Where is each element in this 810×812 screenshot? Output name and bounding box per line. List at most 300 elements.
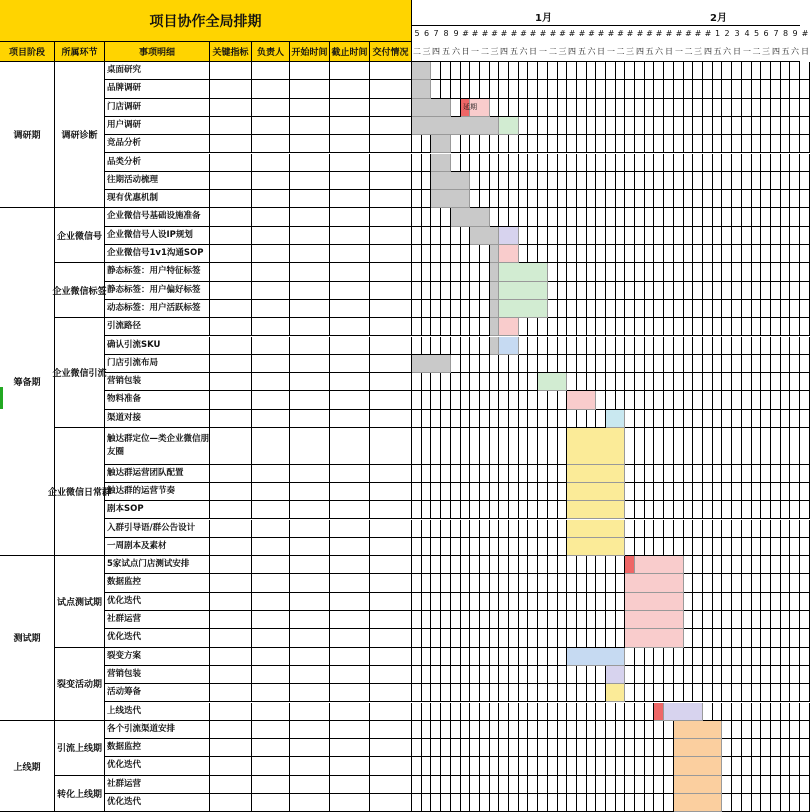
timeline-cell[interactable] [422,135,431,153]
timeline-cell[interactable] [654,391,664,409]
timeline-cell[interactable] [654,80,664,98]
timeline-cell[interactable] [461,373,470,391]
timeline-cell[interactable] [800,666,810,684]
timeline-cell[interactable] [461,538,470,556]
data-cell[interactable] [252,666,290,684]
timeline-cell[interactable] [722,227,732,245]
data-cell[interactable] [370,154,412,172]
data-cell[interactable] [290,666,330,684]
timeline-cell[interactable] [470,391,480,409]
timeline-cell[interactable] [567,373,577,391]
timeline-cell[interactable] [664,520,674,538]
timeline-cell[interactable] [761,648,771,666]
timeline-cell[interactable] [664,410,674,428]
timeline-cell[interactable] [800,629,810,647]
timeline-cell[interactable] [490,410,499,428]
timeline-cell[interactable] [509,574,519,592]
data-cell[interactable] [370,721,412,739]
data-cell[interactable] [330,300,370,318]
data-cell[interactable] [330,190,370,208]
timeline-cell[interactable] [713,227,722,245]
timeline-cell[interactable] [587,62,596,80]
timeline-cell[interactable] [654,501,664,519]
timeline-cell[interactable] [742,538,752,556]
timeline-cell[interactable] [596,300,606,318]
timeline-cell[interactable] [664,62,674,80]
timeline-cell[interactable] [461,520,470,538]
data-cell[interactable] [210,520,252,538]
timeline-cell[interactable] [616,703,625,721]
timeline-cell[interactable] [790,245,800,263]
timeline-cell[interactable] [548,556,558,574]
timeline-cell[interactable] [713,684,722,702]
timeline-cell[interactable] [470,410,480,428]
timeline-cell[interactable] [470,190,480,208]
timeline-cell[interactable] [519,172,528,190]
data-cell[interactable] [330,721,370,739]
timeline-cell[interactable] [664,666,674,684]
timeline-cell[interactable] [441,703,451,721]
timeline-cell[interactable] [548,391,558,409]
timeline-cell[interactable] [606,739,616,757]
task-cell[interactable]: 裂变方案 [105,648,210,666]
data-cell[interactable] [330,538,370,556]
timeline-cell[interactable] [470,80,480,98]
data-cell[interactable] [290,282,330,300]
timeline-cell[interactable] [781,629,790,647]
timeline-cell[interactable] [654,190,664,208]
timeline-cell[interactable] [742,190,752,208]
timeline-cell[interactable] [606,391,616,409]
timeline-cell[interactable] [431,337,441,355]
timeline-cell[interactable] [781,574,790,592]
timeline-cell[interactable] [654,355,664,373]
timeline-cell[interactable] [412,684,422,702]
data-cell[interactable] [290,300,330,318]
timeline-cell[interactable] [441,611,451,629]
data-cell[interactable] [370,684,412,702]
data-cell[interactable] [290,373,330,391]
timeline-cell[interactable] [800,465,810,483]
timeline-cell[interactable] [761,263,771,281]
timeline-cell[interactable] [422,666,431,684]
timeline-cell[interactable] [431,684,441,702]
timeline-cell[interactable] [781,739,790,757]
timeline-cell[interactable] [480,337,490,355]
task-cell[interactable]: 品类分析 [105,154,210,172]
timeline-cell[interactable] [693,428,703,465]
timeline-cell[interactable] [625,154,635,172]
timeline-cell[interactable] [587,703,596,721]
data-cell[interactable] [370,80,412,98]
data-cell[interactable] [210,611,252,629]
timeline-cell[interactable] [528,794,538,812]
timeline-cell[interactable] [752,776,761,794]
data-cell[interactable] [252,776,290,794]
timeline-cell[interactable] [431,703,441,721]
timeline-cell[interactable] [606,574,616,592]
timeline-cell[interactable] [412,154,422,172]
timeline-cell[interactable] [684,154,693,172]
timeline-cell[interactable] [742,135,752,153]
timeline-cell[interactable] [713,520,722,538]
timeline-cell[interactable] [441,794,451,812]
timeline-cell[interactable] [771,483,781,501]
timeline-cell[interactable] [490,556,499,574]
timeline-cell[interactable] [654,465,664,483]
timeline-cell[interactable] [625,245,635,263]
timeline-cell[interactable] [752,483,761,501]
timeline-cell[interactable] [645,465,654,483]
timeline-cell[interactable] [625,520,635,538]
timeline-cell[interactable] [451,428,461,465]
timeline-cell[interactable] [519,80,528,98]
timeline-cell[interactable] [538,776,548,794]
timeline-cell[interactable] [567,556,577,574]
timeline-cell[interactable] [722,501,732,519]
timeline-cell[interactable] [790,99,800,117]
timeline-cell[interactable] [509,684,519,702]
timeline-cell[interactable] [528,757,538,775]
timeline-cell[interactable] [664,135,674,153]
timeline-cell[interactable] [684,556,693,574]
timeline-cell[interactable] [771,629,781,647]
timeline-cell[interactable] [470,721,480,739]
timeline-cell[interactable] [703,538,713,556]
timeline-cell[interactable] [558,227,567,245]
timeline-cell[interactable] [790,135,800,153]
timeline-cell[interactable] [519,556,528,574]
timeline-cell[interactable] [548,410,558,428]
timeline-cell[interactable] [558,80,567,98]
timeline-cell[interactable] [635,80,645,98]
data-cell[interactable] [370,428,412,465]
timeline-cell[interactable] [771,135,781,153]
timeline-cell[interactable] [509,739,519,757]
timeline-cell[interactable] [606,190,616,208]
timeline-cell[interactable] [635,172,645,190]
timeline-cell[interactable] [538,703,548,721]
timeline-cell[interactable] [752,739,761,757]
timeline-cell[interactable] [596,190,606,208]
timeline-cell[interactable] [441,501,451,519]
timeline-cell[interactable] [664,172,674,190]
timeline-cell[interactable] [742,757,752,775]
data-cell[interactable] [330,62,370,80]
timeline-cell[interactable] [674,648,684,666]
timeline-cell[interactable] [616,300,625,318]
timeline-cell[interactable] [441,391,451,409]
timeline-cell[interactable] [693,282,703,300]
gantt-bar-orange[interactable] [674,757,722,775]
data-cell[interactable] [290,154,330,172]
timeline-cell[interactable] [528,172,538,190]
timeline-cell[interactable] [461,721,470,739]
timeline-cell[interactable] [451,520,461,538]
timeline-cell[interactable] [509,757,519,775]
timeline-cell[interactable] [761,684,771,702]
timeline-cell[interactable] [664,739,674,757]
timeline-cell[interactable] [451,757,461,775]
timeline-cell[interactable] [577,574,587,592]
timeline-cell[interactable] [684,410,693,428]
timeline-cell[interactable] [431,794,441,812]
timeline-cell[interactable] [625,483,635,501]
timeline-cell[interactable] [451,556,461,574]
timeline-cell[interactable] [703,135,713,153]
gantt-bar-gray[interactable] [431,190,470,208]
timeline-cell[interactable] [558,300,567,318]
timeline-cell[interactable] [742,465,752,483]
timeline-cell[interactable] [713,190,722,208]
timeline-cell[interactable] [616,62,625,80]
timeline-cell[interactable] [781,465,790,483]
timeline-cell[interactable] [587,135,596,153]
timeline-cell[interactable] [742,776,752,794]
timeline-cell[interactable] [761,410,771,428]
data-cell[interactable] [252,282,290,300]
task-cell[interactable]: 剧本SOP [105,501,210,519]
timeline-cell[interactable] [790,666,800,684]
timeline-cell[interactable] [752,373,761,391]
timeline-cell[interactable] [499,428,509,465]
timeline-cell[interactable] [742,520,752,538]
data-cell[interactable] [252,629,290,647]
timeline-cell[interactable] [509,611,519,629]
timeline-cell[interactable] [742,648,752,666]
data-cell[interactable] [290,172,330,190]
timeline-cell[interactable] [528,648,538,666]
timeline-cell[interactable] [606,282,616,300]
timeline-cell[interactable] [596,776,606,794]
timeline-cell[interactable] [771,611,781,629]
timeline-cell[interactable] [703,62,713,80]
timeline-cell[interactable] [548,757,558,775]
timeline-cell[interactable] [771,99,781,117]
timeline-cell[interactable] [480,391,490,409]
timeline-cell[interactable] [732,154,742,172]
timeline-cell[interactable] [752,337,761,355]
timeline-cell[interactable] [742,794,752,812]
timeline-cell[interactable] [761,776,771,794]
data-cell[interactable] [252,80,290,98]
timeline-cell[interactable] [509,190,519,208]
timeline-cell[interactable] [684,666,693,684]
timeline-cell[interactable] [654,318,664,336]
data-cell[interactable] [330,648,370,666]
timeline-cell[interactable] [625,776,635,794]
timeline-cell[interactable] [596,574,606,592]
timeline-cell[interactable] [422,227,431,245]
timeline-cell[interactable] [596,135,606,153]
gantt-bar-pink[interactable] [625,574,684,592]
gantt-bar-yellow[interactable] [567,501,625,519]
timeline-cell[interactable] [713,703,722,721]
timeline-cell[interactable] [451,318,461,336]
timeline-cell[interactable] [548,62,558,80]
gantt-bar-orange[interactable] [674,721,722,739]
timeline-cell[interactable] [519,337,528,355]
timeline-cell[interactable] [781,355,790,373]
timeline-cell[interactable] [742,208,752,226]
timeline-cell[interactable] [625,428,635,465]
timeline-cell[interactable] [587,684,596,702]
timeline-cell[interactable] [713,80,722,98]
timeline-cell[interactable] [790,739,800,757]
timeline-cell[interactable] [499,483,509,501]
data-cell[interactable] [210,190,252,208]
timeline-cell[interactable] [461,574,470,592]
timeline-cell[interactable] [470,556,480,574]
timeline-cell[interactable] [693,263,703,281]
timeline-cell[interactable] [480,757,490,775]
gantt-bar-yellow[interactable] [567,428,625,465]
timeline-cell[interactable] [703,263,713,281]
timeline-cell[interactable] [451,739,461,757]
timeline-cell[interactable] [732,611,742,629]
timeline-cell[interactable] [800,410,810,428]
timeline-cell[interactable] [606,721,616,739]
timeline-cell[interactable] [422,611,431,629]
timeline-cell[interactable] [441,684,451,702]
timeline-cell[interactable] [625,208,635,226]
timeline-cell[interactable] [422,538,431,556]
timeline-cell[interactable] [509,80,519,98]
timeline-cell[interactable] [674,465,684,483]
data-cell[interactable] [252,373,290,391]
timeline-cell[interactable] [800,391,810,409]
timeline-cell[interactable] [722,703,732,721]
data-cell[interactable] [370,574,412,592]
gantt-bar-yellow[interactable] [567,538,625,556]
timeline-cell[interactable] [781,245,790,263]
timeline-cell[interactable] [596,391,606,409]
timeline-cell[interactable] [596,611,606,629]
timeline-cell[interactable] [790,428,800,465]
timeline-cell[interactable] [461,227,470,245]
timeline-cell[interactable] [480,794,490,812]
timeline-cell[interactable] [625,300,635,318]
timeline-cell[interactable] [499,538,509,556]
data-cell[interactable] [290,520,330,538]
data-cell[interactable] [330,355,370,373]
timeline-cell[interactable] [752,465,761,483]
timeline-cell[interactable] [742,282,752,300]
timeline-cell[interactable] [558,483,567,501]
timeline-cell[interactable] [790,703,800,721]
timeline-cell[interactable] [412,501,422,519]
timeline-cell[interactable] [752,538,761,556]
data-cell[interactable] [370,794,412,812]
timeline-cell[interactable] [616,80,625,98]
timeline-cell[interactable] [664,337,674,355]
data-cell[interactable] [370,666,412,684]
gantt-bar-pink[interactable] [625,629,684,647]
timeline-cell[interactable] [635,373,645,391]
timeline-cell[interactable] [567,117,577,135]
timeline-cell[interactable] [441,629,451,647]
timeline-cell[interactable] [703,648,713,666]
timeline-cell[interactable] [625,410,635,428]
timeline-cell[interactable] [635,263,645,281]
timeline-cell[interactable] [538,666,548,684]
timeline-cell[interactable] [761,227,771,245]
timeline-cell[interactable] [674,483,684,501]
data-cell[interactable] [252,593,290,611]
timeline-cell[interactable] [664,190,674,208]
timeline-cell[interactable] [664,538,674,556]
timeline-cell[interactable] [732,538,742,556]
timeline-cell[interactable] [800,300,810,318]
timeline-cell[interactable] [548,574,558,592]
data-cell[interactable] [290,190,330,208]
timeline-cell[interactable] [519,62,528,80]
timeline-cell[interactable] [441,593,451,611]
timeline-cell[interactable] [548,135,558,153]
task-cell[interactable]: 品牌调研 [105,80,210,98]
timeline-cell[interactable] [664,154,674,172]
timeline-cell[interactable] [781,80,790,98]
timeline-cell[interactable] [461,410,470,428]
timeline-cell[interactable] [693,611,703,629]
timeline-cell[interactable] [800,757,810,775]
timeline-cell[interactable] [722,721,732,739]
data-cell[interactable] [290,574,330,592]
timeline-cell[interactable] [567,208,577,226]
data-cell[interactable] [330,465,370,483]
timeline-cell[interactable] [461,611,470,629]
data-cell[interactable] [370,355,412,373]
timeline-cell[interactable] [654,300,664,318]
data-cell[interactable] [252,227,290,245]
timeline-cell[interactable] [587,666,596,684]
timeline-cell[interactable] [461,794,470,812]
timeline-cell[interactable] [596,282,606,300]
timeline-cell[interactable] [732,465,742,483]
timeline-cell[interactable] [752,300,761,318]
timeline-cell[interactable] [509,373,519,391]
timeline-cell[interactable] [635,666,645,684]
timeline-cell[interactable] [645,391,654,409]
timeline-cell[interactable] [645,794,654,812]
timeline-cell[interactable] [635,117,645,135]
timeline-cell[interactable] [451,629,461,647]
timeline-cell[interactable] [548,648,558,666]
timeline-cell[interactable] [451,227,461,245]
timeline-cell[interactable] [635,62,645,80]
timeline-cell[interactable] [431,318,441,336]
timeline-cell[interactable] [558,629,567,647]
timeline-cell[interactable] [664,227,674,245]
timeline-cell[interactable] [761,300,771,318]
timeline-cell[interactable] [752,263,761,281]
timeline-cell[interactable] [519,483,528,501]
timeline-cell[interactable] [412,739,422,757]
data-cell[interactable] [290,648,330,666]
column-header[interactable]: 负责人 [252,42,290,62]
timeline-cell[interactable] [451,62,461,80]
timeline-cell[interactable] [412,245,422,263]
gantt-bar-green[interactable] [499,117,519,135]
timeline-cell[interactable] [732,227,742,245]
timeline-cell[interactable] [548,337,558,355]
timeline-cell[interactable] [548,593,558,611]
timeline-cell[interactable] [645,245,654,263]
timeline-cell[interactable] [732,373,742,391]
timeline-cell[interactable] [790,684,800,702]
timeline-cell[interactable] [606,300,616,318]
timeline-cell[interactable] [519,410,528,428]
